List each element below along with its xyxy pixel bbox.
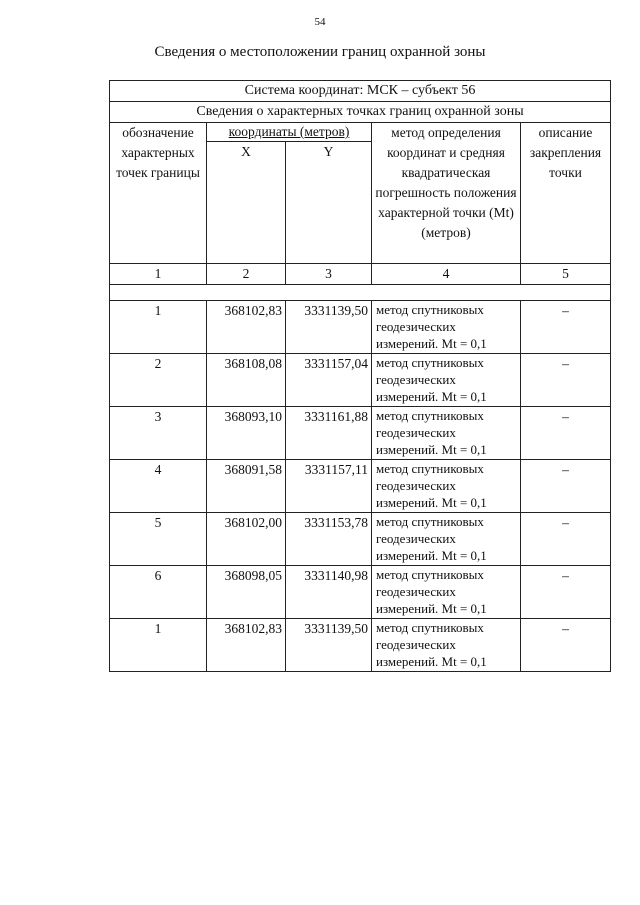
point-designation: 3 bbox=[110, 407, 207, 460]
header-y: Y bbox=[286, 142, 372, 264]
table-row bbox=[110, 407, 611, 460]
coordinate-y: 3331139,50 bbox=[286, 619, 372, 672]
determination-method: метод спутниковых геодезических измерений. Mt = 0,1 bbox=[372, 301, 521, 354]
header-description: описание закрепления точки bbox=[521, 123, 611, 264]
determination-method: метод спутниковых геодезических измерений. Mt = 0,1 bbox=[372, 407, 521, 460]
determination-method: метод спутниковых геодезических измерений. Mt = 0,1 bbox=[372, 460, 521, 513]
column-number: 4 bbox=[372, 264, 521, 285]
coordinate-x: 368093,10 bbox=[207, 407, 286, 460]
point-designation: 4 bbox=[110, 460, 207, 513]
point-designation: 5 bbox=[110, 513, 207, 566]
coordinate-system-title: Система координат: МСК – субъект 56 bbox=[110, 81, 611, 102]
table-row bbox=[110, 354, 611, 407]
table-row bbox=[110, 566, 611, 619]
table-row bbox=[110, 460, 611, 513]
section-title: Сведения о характерных точках границ охранной зоны bbox=[110, 102, 611, 123]
fixing-description: – bbox=[521, 354, 611, 407]
fixing-description: – bbox=[521, 407, 611, 460]
page-number: 54 bbox=[314, 16, 326, 28]
point-designation: 2 bbox=[110, 354, 207, 407]
coordinate-x: 368102,83 bbox=[207, 619, 286, 672]
coordinate-x: 368108,08 bbox=[207, 354, 286, 407]
column-number-row bbox=[110, 264, 611, 285]
boundary-points-table bbox=[109, 80, 611, 672]
coordinate-y: 3331140,98 bbox=[286, 566, 372, 619]
column-number: 3 bbox=[286, 264, 372, 285]
fixing-description: – bbox=[521, 513, 611, 566]
fixing-description: – bbox=[521, 301, 611, 354]
coordinate-x: 368098,05 bbox=[207, 566, 286, 619]
column-number: 5 bbox=[521, 264, 611, 285]
coordinate-y: 3331153,78 bbox=[286, 513, 372, 566]
table-row bbox=[110, 619, 611, 672]
determination-method: метод спутниковых геодезических измерений. Mt = 0,1 bbox=[372, 619, 521, 672]
fixing-description: – bbox=[521, 619, 611, 672]
coordinate-x: 368102,83 bbox=[207, 301, 286, 354]
coordinate-x: 368091,58 bbox=[207, 460, 286, 513]
header-x: X bbox=[207, 142, 286, 264]
table-row bbox=[110, 301, 611, 354]
fixing-description: – bbox=[521, 566, 611, 619]
column-number: 1 bbox=[110, 264, 207, 285]
coordinate-x: 368102,00 bbox=[207, 513, 286, 566]
determination-method: метод спутниковых геодезических измерений. Mt = 0,1 bbox=[372, 566, 521, 619]
point-designation: 6 bbox=[110, 566, 207, 619]
header-coordinates: координаты (метров) bbox=[207, 123, 372, 142]
coordinate-y: 3331157,11 bbox=[286, 460, 372, 513]
column-number: 2 bbox=[207, 264, 286, 285]
spacer-row bbox=[110, 285, 611, 301]
coordinate-y: 3331161,88 bbox=[286, 407, 372, 460]
determination-method: метод спутниковых геодезических измерений. Mt = 0,1 bbox=[372, 354, 521, 407]
table-row bbox=[110, 513, 611, 566]
fixing-description: – bbox=[521, 460, 611, 513]
point-designation: 1 bbox=[110, 301, 207, 354]
determination-method: метод спутниковых геодезических измерений. Mt = 0,1 bbox=[372, 513, 521, 566]
page-title: Сведения о местоположении границ охранной зоны bbox=[154, 44, 486, 60]
point-designation: 1 bbox=[110, 619, 207, 672]
spacer-cell bbox=[110, 285, 611, 301]
header-designation: обозначение характерных точек границы bbox=[110, 123, 207, 264]
coordinate-y: 3331139,50 bbox=[286, 301, 372, 354]
header-method: метод определения координат и средняя квадратическая погрешность положения характерной точки (Mt) (метров) bbox=[372, 123, 521, 264]
coordinate-y: 3331157,04 bbox=[286, 354, 372, 407]
